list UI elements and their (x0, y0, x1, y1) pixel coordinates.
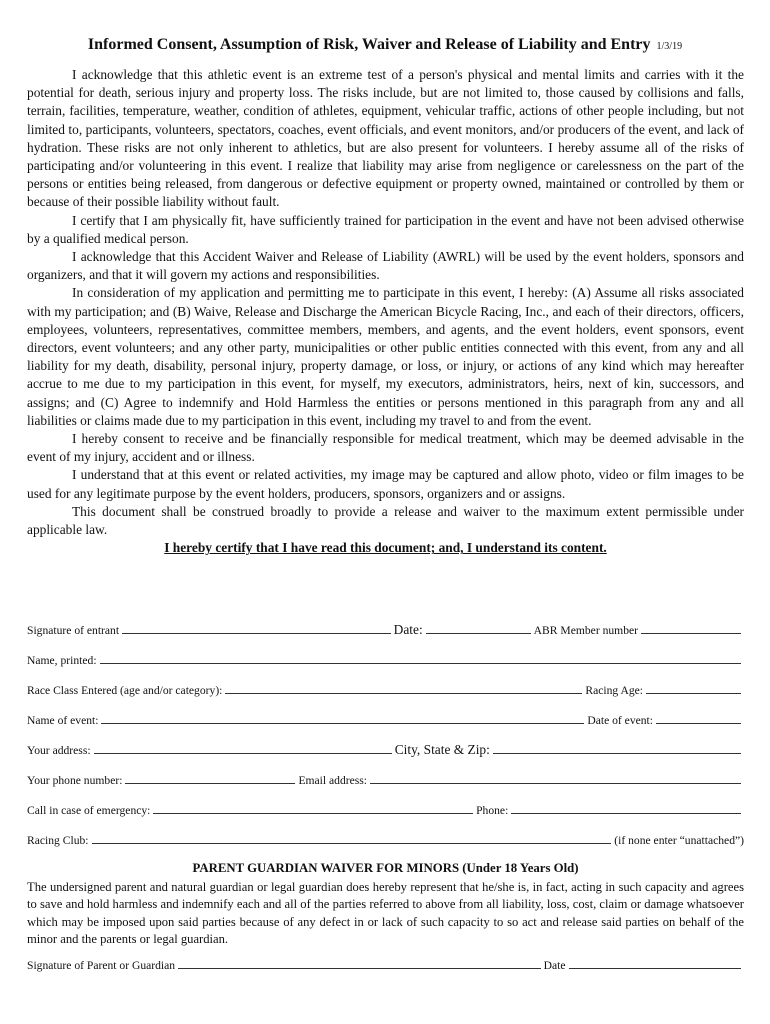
city-state-zip-field[interactable] (493, 742, 741, 754)
name-printed-field[interactable] (100, 652, 741, 664)
paragraph-medical: I hereby consent to receive and be financially responsible for medical treatment, which may be deemed advisable in the event of my injury, accident and or illness. (27, 431, 744, 465)
abr-member-label: ABR Member number (533, 624, 638, 637)
email-label: Email address: (298, 774, 368, 787)
address-label: Your address: (27, 744, 91, 757)
parent-guardian-text: The undersigned parent and natural guardian or legal guardian does hereby represent that he/she is, in fact, acting in such capacity and agrees to save and hold harmless and indemnify each and all of the parties referred to above from all liability, loss, cost, claim or damage whatsoever which may be imposed upon said parties because of any defect in or lack of such capacity to so act and release said parties on behalf of the minor and the parents or legal guardian. (27, 879, 744, 946)
version-date: 1/3/19 (656, 41, 683, 52)
waiver-body (27, 66, 744, 557)
city-state-zip-label: City, State & Zip: (394, 742, 490, 757)
parent-signature-field[interactable] (178, 957, 541, 969)
email-field[interactable] (370, 772, 741, 784)
racing-club-field[interactable] (92, 832, 612, 844)
paragraph-risks: I acknowledge that this athletic event is an extreme test of a person's physical and mental limits and carries with it the potential for death, serious injury and property loss. The risks include, but are not limited to, those caused by collisions and falls, terrain, facilities, temperature, weather, condition of athletes, equipment, vehicular traffic, actions of other people including, but not limited to, participants, volunteers, spectators, coaches, event officials, and event monitors, and/or producers of the event, and lack of hydration. These risks are not only inherent to athletics, but are also present for volunteers. I hereby assume all of the risks of participating and/or volunteering in this event. I realize that liability may arise from negligence or carelessness on the part of the persons or entities being released, from dangerous or defective equipment or property owned, maintained or controlled by them or because of their possible liability without fault. (27, 67, 744, 210)
emergency-phone-label: Phone: (476, 804, 509, 817)
emergency-label: Call in case of emergency: (27, 804, 151, 817)
address-row (27, 742, 744, 772)
parent-signature-row (27, 957, 744, 972)
paragraph-consideration: In consideration of my application and permitting me to participate in this event, I hereby: (A) Assume all risks associated with my participation; and (B) Waive, Release and Discharge the American Bicycle Racing, Inc., and each of their directors, officers, employees, volunteers, representatives, committee members, members, and agents, and the event holders, event sponsors, event directors, event volunteers; and any other party, municipalities or other public entities connected with this event, from any and all liability for my death, disability, personal injury, property damage, or loss, or injury, or actions of any kind which may hereafter accrue to me due to my participation in this event, for myself, my executors, administrators, heirs, next of kin, successors, and assigns; and (C) Agree to indemnify and Hold Harmless the entities or persons mentioned in this paragraph from any and all liabilities or claims made due to my participation in this event, including my travel to and from the event. (27, 285, 744, 428)
parent-signature-label: Signature of Parent or Guardian (27, 959, 176, 972)
parent-guardian-heading: PARENT GUARDIAN WAIVER FOR MINORS (Under 18 Years Old) (192, 861, 579, 875)
emergency-row (27, 802, 744, 832)
paragraph-fitness: I certify that I am physically fit, have sufficiently trained for participation in the event and have not been advised otherwise by a qualified medical person. (27, 212, 744, 246)
race-class-row (27, 682, 744, 712)
name-row (27, 652, 744, 682)
phone-label: Your phone number: (27, 774, 123, 787)
race-class-label: Race Class Entered (age and/or category): (27, 684, 223, 697)
signature-row (27, 622, 744, 652)
date-event-field[interactable] (656, 712, 741, 724)
address-field[interactable] (94, 742, 392, 754)
paragraph-awrl: I acknowledge that this Accident Waiver and Release of Liability (AWRL) will be used by the event holders, sponsors and organizers, and that it will govern my actions and responsibilities. (27, 249, 744, 283)
racing-age-label: Racing Age: (585, 684, 643, 697)
race-class-field[interactable] (225, 682, 582, 694)
parent-guardian-section (27, 860, 744, 949)
signature-entrant-field[interactable] (122, 622, 391, 634)
parent-date-field[interactable] (569, 957, 742, 969)
date-label: Date: (393, 622, 423, 637)
emergency-phone-field[interactable] (511, 802, 741, 814)
emergency-field[interactable] (153, 802, 473, 814)
phone-field[interactable] (125, 772, 295, 784)
paragraph-construed: This document shall be construed broadly to provide a release and waiver to the maximum extent permissible under applicable law. (27, 503, 744, 538)
date-event-label: Date of event: (587, 714, 653, 727)
racing-club-label: Racing Club: (27, 834, 89, 847)
date-field[interactable] (426, 622, 531, 634)
racing-club-note: (if none enter “unattached”) (614, 834, 744, 847)
paragraph-image: I understand that at this event or related activities, my image may be captured and allow photo, video or film images to be used for any legitimate purpose by the event holders, producers, sponsors, organizers and or assigns. (27, 467, 744, 501)
abr-member-field[interactable] (641, 622, 741, 634)
racing-club-row (27, 832, 744, 862)
document-title (0, 36, 770, 54)
name-event-field[interactable] (101, 712, 584, 724)
racing-age-field[interactable] (646, 682, 741, 694)
name-printed-label: Name, printed: (27, 654, 97, 667)
certify-statement: I hereby certify that I have read this document; and, I understand its content. (164, 540, 607, 556)
name-event-label: Name of event: (27, 714, 99, 727)
entrant-fields (27, 622, 744, 862)
parent-date-label: Date (543, 959, 566, 972)
title-text: Informed Consent, Assumption of Risk, Waiver and Release of Liability and Entry (87, 36, 651, 53)
event-row (27, 712, 744, 742)
signature-label: Signature of entrant (27, 624, 120, 637)
phone-row (27, 772, 744, 802)
